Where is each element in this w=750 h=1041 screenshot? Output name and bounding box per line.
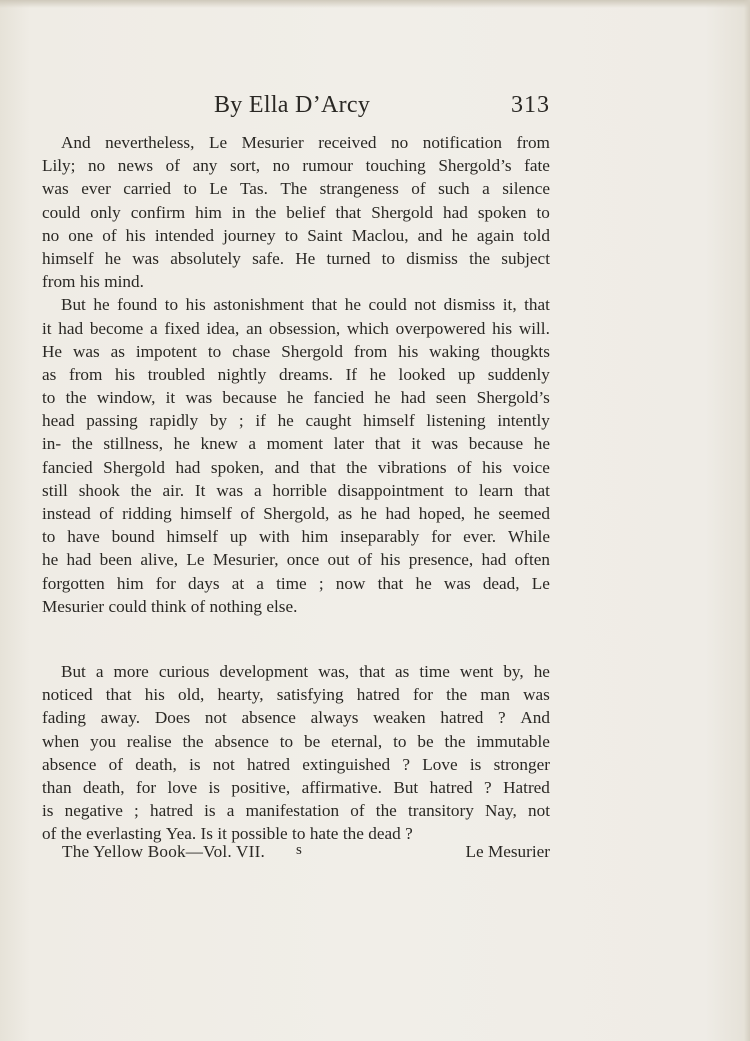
text-line: instead of ridding himself of Shergold, as he had hoped, he seemed xyxy=(42,504,550,523)
paragraph xyxy=(42,293,550,618)
text-line: to the window, it was because he fancied he had seen Shergold’s xyxy=(42,388,550,408)
body-text xyxy=(42,131,550,845)
page-edge-shadow-top xyxy=(0,0,750,8)
text-line: But he found to his astonishment that he could not dismiss it, that xyxy=(61,295,550,315)
text-line: fading away. Does not absence always weaken hatred ? And xyxy=(42,708,550,728)
text-line: he had been alive, Le Mesurier, once out of his presence, had often xyxy=(42,550,550,570)
text-line: when you realise the absence to be eternal, to be the immutable xyxy=(42,731,550,751)
text-line: could only confirm him in the belief that Shergold had spoken to xyxy=(42,202,550,222)
text-line: was ever carried to Le Tas. The strangeness of such a silence xyxy=(42,179,550,199)
text-line: He was as impotent to chase Shergold from his waking thougkts xyxy=(42,341,550,361)
text-line: to have bound himself up with him inseparably for ever. While xyxy=(42,527,550,547)
text-line: noticed that his old, hearty, satisfying hatred for the man was xyxy=(42,685,550,705)
page-header xyxy=(42,92,550,126)
text-line: of the everlasting Yea. Is it possible to hate the dead ? xyxy=(42,824,413,844)
text-line: it had become a fixed idea, an obsession, which overpowered his will. xyxy=(42,318,550,338)
text-line: fancied Shergold had spoken, and that the vibrations of his voice xyxy=(42,457,550,477)
page-footer xyxy=(62,842,550,866)
text-line: And nevertheless, Le Mesurier received no notification from xyxy=(61,133,550,152)
text-line: from his mind. xyxy=(42,272,144,292)
paragraph xyxy=(42,131,550,293)
text-line: Lily; no news of any sort, no rumour touching Shergold’s fate xyxy=(42,156,550,176)
text-line: still shook the air. It was a horrible disappointment to learn that xyxy=(42,480,550,500)
text-line: is negative ; hatred is a manifestation of the transitory Nay, not xyxy=(42,801,550,821)
text-line: head passing rapidly by ; if he caught himself listening intently xyxy=(42,411,550,431)
running-head: By Ella D’Arcy xyxy=(214,92,371,118)
text-line: as from his troubled nightly dreams. If he looked up suddenly xyxy=(42,364,550,384)
text-line: Mesurier could think of nothing else. xyxy=(42,596,298,616)
signature-mark: s xyxy=(296,842,303,858)
page-number: 313 xyxy=(511,92,550,118)
page-edge-shadow-right xyxy=(744,0,750,1041)
text-line: himself he was absolutely safe. He turned to dismiss the subject xyxy=(42,248,550,268)
text-line: absence of death, is not hatred extinguished ? Love is stronger xyxy=(42,754,550,774)
section-break xyxy=(42,618,550,660)
text-line: in- the stillness, he knew a moment later that it was because he xyxy=(42,434,550,454)
paragraph xyxy=(42,660,550,846)
catchword: Le Mesurier xyxy=(465,842,550,861)
text-line: But a more curious development was, that as time went by, he xyxy=(61,661,550,681)
text-line: no one of his intended journey to Saint Maclou, and he again told xyxy=(42,225,550,245)
signature-line: The Yellow Book—Vol. VII. xyxy=(62,842,265,861)
text-line: forgotten him for days at a time ; now that he was dead, Le xyxy=(42,573,550,593)
text-line: than death, for love is positive, affirmative. But hatred ? Hatred xyxy=(42,777,550,797)
